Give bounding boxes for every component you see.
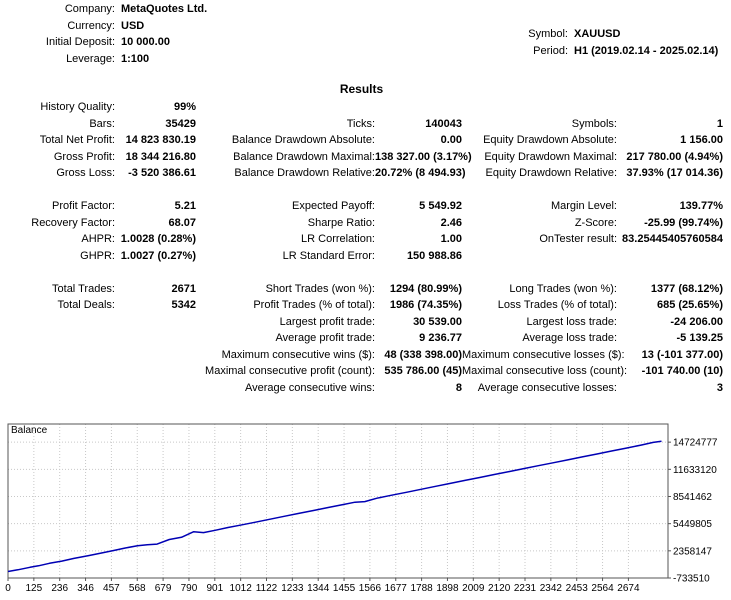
stats-row <box>0 314 723 331</box>
period-value: H1 (2019.02.14 - 2025.02.14) <box>574 45 719 58</box>
stats-row <box>0 347 723 364</box>
symbol-row <box>430 25 718 43</box>
stat-label: Z-Score: <box>574 216 617 229</box>
stat-label: Ticks: <box>346 117 375 130</box>
company-value: MetaQuotes Ltd. <box>121 3 208 16</box>
stat-value: 8 <box>455 381 462 394</box>
x-axis-tick-label: 1344 <box>307 583 330 594</box>
stats-grid <box>0 99 723 413</box>
stats-row <box>0 330 723 347</box>
x-axis-tick-label: 2674 <box>617 583 640 594</box>
symbol-label: Symbol: <box>528 27 568 40</box>
y-axis-tick-label: 14724777 <box>673 437 718 449</box>
stat-label: Maximal consecutive profit (count): <box>205 365 375 378</box>
stats-row <box>0 281 723 298</box>
x-axis-tick-label: 1233 <box>281 583 304 594</box>
y-axis-tick-label: 5449805 <box>673 519 712 531</box>
stat-label: Average consecutive wins: <box>244 381 375 394</box>
stats-section <box>0 281 723 397</box>
stat-value: 1986 (74.35%) <box>389 299 462 312</box>
x-axis-tick-label: 1788 <box>410 583 433 594</box>
company-row <box>0 1 207 18</box>
stats-row <box>0 99 723 116</box>
stats-row <box>0 248 723 265</box>
initial-deposit-row <box>0 34 207 51</box>
stat-value: 150 988.86 <box>406 249 462 262</box>
stat-value: 1.0028 (0.28%) <box>120 233 196 246</box>
y-axis-tick-label: 2358147 <box>673 546 712 558</box>
stat-label: History Quality: <box>40 101 115 114</box>
stat-value: 139.77% <box>679 200 723 213</box>
leverage-row <box>0 51 207 68</box>
x-axis-tick-label: 1455 <box>332 583 356 594</box>
x-axis-tick-label: 1122 <box>255 583 278 594</box>
leverage-label: Leverage: <box>66 53 115 66</box>
stat-label: Average loss trade: <box>522 332 617 345</box>
x-axis-tick-label: 2342 <box>539 583 562 594</box>
balance-line <box>8 441 662 571</box>
stat-value: 3 <box>716 381 723 394</box>
stat-label: Sharpe Ratio: <box>307 216 375 229</box>
company-label: Company: <box>64 3 115 16</box>
stat-value: 9 236.77 <box>419 332 462 345</box>
stat-label: Maximal consecutive loss (count): <box>462 365 628 378</box>
x-axis-tick-label: 2564 <box>591 583 614 594</box>
results-title: Results <box>339 82 384 96</box>
stat-value: 30 539.00 <box>413 315 462 328</box>
stat-value: 138 327.00 (3.17%) <box>375 150 472 163</box>
x-axis-tick-label: 1566 <box>358 583 382 594</box>
report-header-left <box>0 1 207 67</box>
stat-label: Largest loss trade: <box>526 315 617 328</box>
x-axis-tick-label: 457 <box>103 583 120 594</box>
stats-section <box>0 198 723 264</box>
x-axis-tick-label: 2231 <box>513 583 537 594</box>
stat-label: Largest profit trade: <box>279 315 375 328</box>
currency-row <box>0 18 207 35</box>
stat-value: 0.00 <box>440 134 462 147</box>
x-axis-tick-label: 0 <box>5 583 11 594</box>
stat-value: 35429 <box>165 117 196 130</box>
stats-section <box>0 99 723 182</box>
stat-value: 1294 (80.99%) <box>389 282 462 295</box>
stat-value: 37.93% (17 014.36) <box>626 167 723 180</box>
stats-row <box>0 363 723 380</box>
stat-value: 68.07 <box>168 216 196 229</box>
stat-value: 2.46 <box>440 216 462 229</box>
stat-label: Equity Drawdown Absolute: <box>483 134 617 147</box>
x-axis-tick-label: 2120 <box>488 583 511 594</box>
x-axis-tick-label: 2009 <box>462 583 485 594</box>
stat-value: 1377 (68.12%) <box>650 282 723 295</box>
x-axis-tick-label: 1677 <box>384 583 407 594</box>
x-axis-tick-label: 236 <box>51 583 69 594</box>
x-axis-tick-label: 568 <box>128 583 146 594</box>
stat-value: 1.00 <box>440 233 462 246</box>
x-axis-tick-label: 901 <box>206 583 224 594</box>
stat-label: Long Trades (won %): <box>509 282 617 295</box>
stats-row <box>0 149 723 166</box>
leverage-value: 1:100 <box>121 53 150 66</box>
period-label: Period: <box>533 45 568 58</box>
currency-label: Currency: <box>67 19 115 32</box>
stats-row <box>0 198 723 215</box>
stats-row <box>0 132 723 149</box>
stat-label: Total Deals: <box>57 299 115 312</box>
stats-row <box>0 165 723 182</box>
stat-value: 685 (25.65%) <box>656 299 723 312</box>
stat-label: Balance Drawdown Relative: <box>234 167 375 180</box>
period-row <box>430 43 718 61</box>
y-axis-tick-label: -733510 <box>673 573 710 585</box>
stat-value: 1.0027 (0.27%) <box>120 249 196 262</box>
y-axis-tick-label: 11633120 <box>673 464 717 476</box>
stat-label: Gross Loss: <box>56 167 115 180</box>
stat-label: Profit Factor: <box>52 200 115 213</box>
x-axis-tick-label: 1012 <box>229 583 252 594</box>
stats-row <box>0 231 723 248</box>
stat-label: Margin Level: <box>550 200 617 213</box>
x-axis-tick-label: 679 <box>154 583 172 594</box>
stat-value: 5342 <box>171 299 196 312</box>
stat-value: 20.72% (8 494.93) <box>375 167 466 180</box>
stat-value: 1 <box>716 117 723 130</box>
stat-value: -25.99 (99.74%) <box>644 216 723 229</box>
stats-row <box>0 380 723 397</box>
stat-value: -5 139.25 <box>676 332 723 345</box>
stat-value: 535 786.00 (45) <box>384 365 462 378</box>
stat-label: AHPR: <box>81 233 115 246</box>
stat-label: Bars: <box>89 117 115 130</box>
stat-label: LR Correlation: <box>301 233 375 246</box>
chart-title: Balance <box>11 425 48 436</box>
stat-label: Maximum consecutive wins ($): <box>221 348 375 361</box>
stat-label: Gross Profit: <box>53 150 115 163</box>
stat-value: 48 (338 398.00) <box>384 348 462 361</box>
y-axis-tick-label: 8541462 <box>673 491 712 503</box>
stat-value: 5 549.92 <box>419 200 462 213</box>
balance-chart <box>0 420 731 600</box>
stat-value: 217 780.00 (4.94%) <box>626 150 723 163</box>
stat-label: Total Net Profit: <box>39 134 115 147</box>
x-axis-tick-label: 346 <box>77 583 94 594</box>
stats-row <box>0 215 723 232</box>
stat-value: 140043 <box>425 117 462 130</box>
stat-label: Equity Drawdown Relative: <box>485 167 617 180</box>
initial-deposit-label: Initial Deposit: <box>45 36 115 49</box>
stat-value: -101 740.00 (10) <box>641 365 723 378</box>
stat-value: 2671 <box>171 282 196 295</box>
stat-value: -24 206.00 <box>670 315 723 328</box>
stat-value: 18 344 216.80 <box>125 150 196 163</box>
stat-value: 83.25445405760584 <box>622 233 723 246</box>
currency-value: USD <box>121 19 145 32</box>
symbol-value: XAUUSD <box>574 27 621 40</box>
stat-label: Balance Drawdown Absolute: <box>231 134 375 147</box>
stat-value: 99% <box>173 101 196 114</box>
stat-label: Average consecutive losses: <box>477 381 617 394</box>
report-header-right <box>430 25 718 60</box>
x-axis-tick-label: 125 <box>25 583 43 594</box>
stat-label: Short Trades (won %): <box>265 282 375 295</box>
stat-label: Expected Payoff: <box>292 200 375 213</box>
initial-deposit-value: 10 000.00 <box>121 36 170 49</box>
stats-row <box>0 116 723 133</box>
x-axis-tick-label: 1898 <box>436 583 459 594</box>
stat-label: Recovery Factor: <box>31 216 115 229</box>
stat-label: Total Trades: <box>52 282 115 295</box>
stat-value: 1 156.00 <box>680 134 723 147</box>
stats-row <box>0 297 723 314</box>
stat-label: OnTester result: <box>539 233 617 246</box>
balance-chart-svg <box>0 420 731 600</box>
stat-label: Symbols: <box>571 117 617 130</box>
stat-label: Equity Drawdown Maximal: <box>484 150 617 163</box>
stat-label: Average profit trade: <box>275 332 375 345</box>
stat-value: 13 (-101 377.00) <box>641 348 723 361</box>
stat-value: 5.21 <box>174 200 196 213</box>
stat-value: -3 520 386.61 <box>128 167 196 180</box>
stat-value: 14 823 830.19 <box>125 134 196 147</box>
x-axis-tick-label: 790 <box>180 583 198 594</box>
stat-label: GHPR: <box>80 249 115 262</box>
stat-label: Loss Trades (% of total): <box>497 299 617 312</box>
stat-label: Balance Drawdown Maximal: <box>233 150 375 163</box>
stat-label: LR Standard Error: <box>282 249 375 262</box>
stat-label: Maximum consecutive losses ($): <box>462 348 625 361</box>
x-axis-tick-label: 2453 <box>565 583 588 594</box>
stat-label: Profit Trades (% of total): <box>253 299 375 312</box>
